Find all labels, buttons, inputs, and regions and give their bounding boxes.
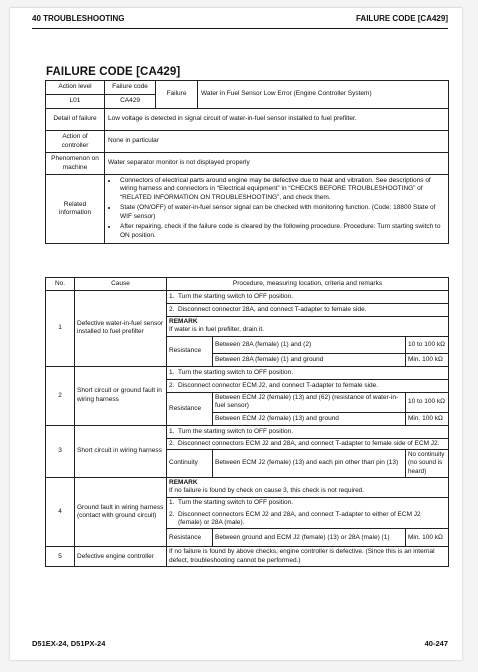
row3-no: 3 bbox=[46, 425, 75, 477]
row3-cause: Short circuit in wiring harness bbox=[75, 425, 167, 477]
page-header bbox=[32, 10, 448, 29]
related-item: • After repairing, check if the failure code is cleared by the following procedure. Procedure: Turn starting switch to ON position. bbox=[118, 223, 445, 240]
row3-step1: 1. Turn the starting switch to OFF position. bbox=[167, 425, 449, 438]
row3-measure1: Between ECM J2 (female) (13) and each pin other than pin (13) bbox=[213, 450, 406, 478]
row1-value1: 10 to 100 kΩ bbox=[406, 336, 449, 353]
row2-resistance-label: Resistance bbox=[167, 392, 213, 425]
row1-step1: 1. Turn the starting switch to OFF position. bbox=[167, 291, 449, 304]
col-cause: Cause bbox=[75, 278, 167, 291]
detail-label: Detail of failure bbox=[46, 109, 105, 131]
row4-measure1: Between ground and ECM J2 (female) (13) or 28A (male) (1) bbox=[213, 529, 406, 547]
row4-step2: 2. Disconnect connectors ECM J2 and 28A, and connect T-adapter to either of ECM J2 (female) or 28A (male). bbox=[167, 510, 449, 529]
row1-no: 1 bbox=[46, 291, 75, 367]
model-name: D51EX-24, D51PX-24 bbox=[32, 639, 106, 648]
related-information bbox=[105, 175, 449, 244]
row3-step2: 2. Disconnect connectors ECM J2 and 28A, and connect T-adapter to female side of ECM J2. bbox=[167, 438, 449, 449]
row2-value2: Min. 100 kΩ bbox=[406, 412, 449, 425]
row4-no: 4 bbox=[46, 477, 75, 547]
row2-step2: 2. Disconnect connector ECM J2, and connect T-adapter to female side. bbox=[167, 379, 449, 392]
row1-cause: Defective water-in-fuel sensor installed to fuel prefilter bbox=[75, 291, 167, 367]
table-header-row bbox=[46, 278, 449, 291]
failure-label: Failure bbox=[156, 81, 198, 109]
cause-table bbox=[45, 277, 449, 567]
phenomenon-on-machine: Water separator monitor is not displayed properly bbox=[105, 153, 449, 175]
row4-remark: REMARK If no failure is found by check on cause 3, this check is not required. bbox=[167, 477, 449, 497]
row2-no: 2 bbox=[46, 366, 75, 425]
failure-info-table bbox=[45, 80, 449, 244]
row2-step1: 1. Turn the starting switch to OFF position. bbox=[167, 366, 449, 379]
manual-page bbox=[10, 8, 462, 660]
row5-text: If no failure is found by above checks, engine controller is defective. (Since this is an internal defect, troubleshooting cannot be performed.) bbox=[167, 547, 449, 567]
page-title: FAILURE CODE [CA429] bbox=[46, 66, 181, 78]
failure-code-label: Failure code bbox=[105, 81, 156, 95]
failure-code-value: CA429 bbox=[105, 95, 156, 109]
row2-cause: Short circuit or ground fault in wiring harness bbox=[75, 366, 167, 425]
page-number: 40-247 bbox=[424, 639, 448, 648]
action-of-controller: None in particular bbox=[105, 131, 449, 153]
row1-remark: REMARK If water is in fuel prefilter, drain it. bbox=[167, 317, 449, 337]
row3-value1: No continuity (no sound is heard) bbox=[406, 450, 449, 478]
action-level-label: Action level bbox=[46, 81, 105, 95]
row5-no: 5 bbox=[46, 547, 75, 567]
row4-resistance-label: Resistance bbox=[167, 529, 213, 547]
row1-step2: 2. Disconnect connector 28A, and connect T-adapter to female side. bbox=[167, 304, 449, 317]
row2-measure2: Between ECM J2 (female) (13) and ground bbox=[213, 412, 406, 425]
row4-value1: Min. 100 kΩ bbox=[406, 529, 449, 547]
related-item: • State (ON/OFF) of water-in-fuel sensor signal can be checked with monitoring function. (Code: 18800 State of WIF sensor) bbox=[118, 204, 445, 221]
row5-cause: Defective engine controller bbox=[75, 547, 167, 567]
row2-measure1: Between ECM J2 (female) (13) and (62) (resistance of water-in-fuel sensor) bbox=[213, 392, 406, 412]
related-item: • Connectors of electrical parts around engine may be defective due to heat and vibration. See descriptions of wiring harness and connectors in “Electrical equipment” in “CHECKS BEFORE TROUBLESHOOTING” of “RELATED INFORMATION ON TROUBLESHOOTING”, and check them. bbox=[118, 177, 445, 202]
header-failure-code: FAILURE CODE [CA429] bbox=[355, 14, 448, 23]
action-label: Action of controller bbox=[46, 131, 105, 153]
row4-cause: Ground fault in wiring harness (contact with ground circuit) bbox=[75, 477, 167, 547]
row1-value2: Min. 100 kΩ bbox=[406, 353, 449, 366]
row2-value1: 10 to 100 kΩ bbox=[406, 392, 449, 412]
row3-continuity-label: Continuity bbox=[167, 450, 213, 478]
related-info-label: Related information bbox=[46, 175, 105, 244]
action-level-value: L01 bbox=[46, 95, 105, 109]
section-title: 40 TROUBLESHOOTING bbox=[32, 14, 125, 23]
row1-measure2: Between 28A (female) (1) and ground bbox=[213, 353, 406, 366]
col-no: No. bbox=[46, 278, 75, 291]
col-procedure: Procedure, measuring location, criteria and remarks bbox=[167, 278, 449, 291]
phenomenon-label: Phenomenon on machine bbox=[46, 153, 105, 175]
row4-step1: 1. Turn the starting switch to OFF position. bbox=[167, 497, 449, 510]
detail-of-failure: Low voltage is detected in signal circuit of water-in-fuel sensor installed to fuel prefilter. bbox=[105, 109, 449, 131]
row1-measure1: Between 28A (female) (1) and (2) bbox=[213, 336, 406, 353]
row1-resistance-label: Resistance bbox=[167, 336, 213, 366]
failure-description: Water in Fuel Sensor Low Error (Engine Controller System) bbox=[198, 81, 449, 109]
